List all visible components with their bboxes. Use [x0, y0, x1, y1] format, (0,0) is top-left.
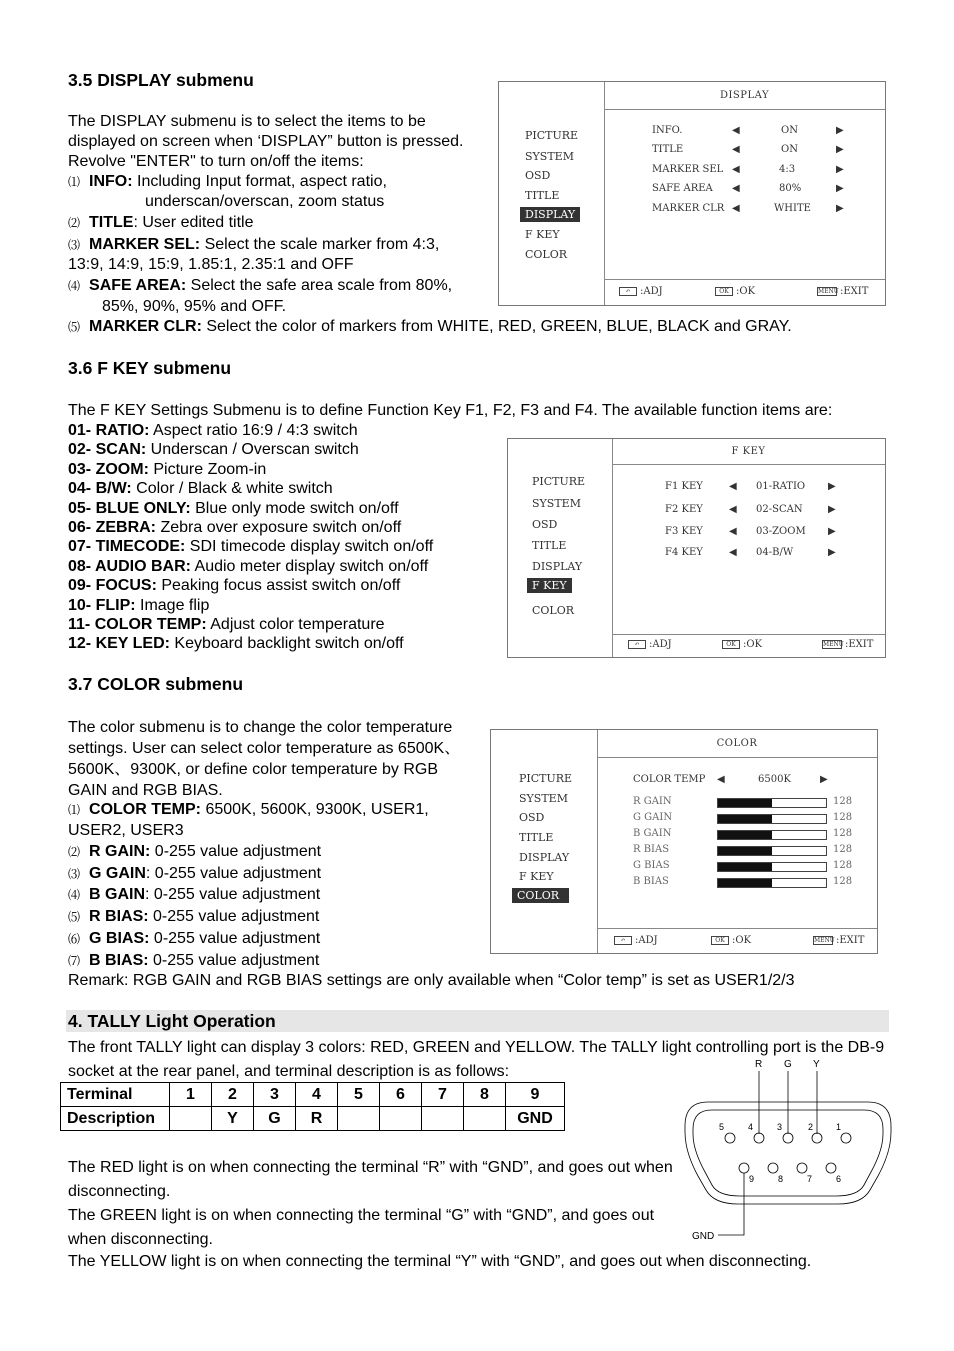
- osd-bar-label: R GAIN: [633, 796, 672, 807]
- table-cell: [170, 1107, 212, 1131]
- list-item: 02- SCAN: Underscan / Overscan switch: [68, 441, 359, 459]
- fkey-intro: The F KEY Settings Submenu is to define Function Key F1, F2, F3 and F4. The available function items are:: [68, 402, 833, 419]
- osd-title: DISPLAY: [719, 90, 770, 101]
- osd-row-label: SAFE AREA: [652, 183, 713, 194]
- table-cell: 4: [296, 1083, 338, 1107]
- osd-row-value: 01-RATIO: [756, 481, 806, 492]
- level-bar: [717, 830, 827, 840]
- osd-menu-display: DISPLAY: [519, 851, 570, 864]
- osd-footer-ok: OK :OK: [715, 286, 755, 297]
- osd-menu-fkey: F KEY: [519, 870, 554, 883]
- display-item-marker-sel-cont: 13:9, 14:9, 15:9, 1.85:1, 2.35:1 and OFF: [68, 256, 354, 273]
- display-item-info: ⑴ INFO: Including Input format, aspect ratio,: [68, 173, 387, 190]
- osd-footer-adj: ↶ :ADJ: [614, 935, 658, 946]
- connector-label-r: R: [755, 1059, 763, 1070]
- table-cell: 2: [212, 1083, 254, 1107]
- display-item-title: ⑵ TITLE: User edited title: [68, 214, 254, 231]
- list-item: 11- COLOR TEMP: Adjust color temperature: [68, 616, 385, 634]
- right-arrow-icon: ▶: [836, 125, 844, 136]
- osd-menu-display: DISPLAY: [532, 560, 583, 573]
- right-arrow-icon: ▶: [836, 203, 844, 214]
- display-osd-screenshot: [498, 81, 886, 306]
- osd-footer-exit: MENU:EXIT: [823, 639, 874, 650]
- color-heading: 3.7 COLOR submenu: [68, 674, 244, 694]
- table-cell: 9: [506, 1083, 565, 1107]
- table-cell: 5: [338, 1083, 380, 1107]
- osd-title: F KEY: [731, 446, 766, 457]
- table-row: [61, 1083, 565, 1107]
- osd-menu-title: TITLE: [519, 831, 554, 844]
- osd-footer-adj: ↶ :ADJ: [628, 639, 672, 650]
- osd-row-value: ON: [781, 125, 798, 136]
- right-arrow-icon: ▶: [828, 547, 836, 558]
- table-cell: G: [254, 1107, 296, 1131]
- fkey-heading: 3.6 F KEY submenu: [68, 358, 232, 378]
- fkey-osd-screenshot: [507, 438, 886, 658]
- osd-menu-fkey-selected: F KEY: [527, 578, 572, 593]
- display-item-safe-area: ⑷ SAFE AREA: Select the safe area scale from 80%,: [68, 277, 453, 294]
- menu-key-icon: MENU: [823, 641, 844, 648]
- table-header: Description: [61, 1107, 170, 1131]
- osd-menu-osd: OSD: [525, 169, 551, 182]
- osd-row-label: MARKER CLR: [652, 203, 725, 214]
- color-item-temp-cont: USER2, USER3: [68, 822, 184, 839]
- osd-footer-ok: OK :OK: [711, 935, 751, 946]
- display-item-marker-clr: ⑸ MARKER CLR: Select the color of markers from WHITE, RED, GREEN, BLUE, BLACK and GRAY.: [68, 318, 792, 335]
- osd-row-label: F4 KEY: [665, 547, 703, 558]
- tally-yellow-text: The YELLOW light is on when connecting the terminal “Y” with “GND”, and goes out when disconnecting.: [68, 1253, 812, 1270]
- osd-menu-display-selected: DISPLAY: [520, 207, 580, 222]
- osd-bar-label: B GAIN: [633, 828, 672, 839]
- color-intro: The color submenu is to change the color temperature settings. User can select color temperature as 6500K、5600K、9300K, or define color temperature by RGB GAIN and RGB BIAS.: [68, 719, 461, 799]
- rotary-knob-icon: ↶: [619, 287, 637, 296]
- color-item-b-bias: ⑺ B BIAS: 0-255 value adjustment: [68, 952, 320, 969]
- list-item: 09- FOCUS: Peaking focus assist switch on/off: [68, 577, 401, 595]
- tally-heading: 4. TALLY Light Operation: [68, 1011, 276, 1031]
- color-item-r-gain: ⑵ R GAIN: 0-255 value adjustment: [68, 843, 322, 860]
- right-arrow-icon: ▶: [836, 144, 844, 155]
- db9-connector-diagram: [678, 1052, 898, 1247]
- list-item: 12- KEY LED: Keyboard backlight switch on/off: [68, 635, 404, 653]
- table-header: Terminal: [61, 1083, 170, 1107]
- osd-temp-label: COLOR TEMP: [633, 774, 706, 785]
- osd-row-label: MARKER SEL: [652, 164, 724, 175]
- osd-menu-picture: PICTURE: [519, 772, 573, 785]
- pin-label-6: 6: [836, 1174, 842, 1184]
- terminal-table: [60, 1082, 565, 1131]
- osd-row-label: F3 KEY: [665, 526, 703, 537]
- display-item-info-cont: underscan/overscan, zoom status: [145, 193, 385, 210]
- osd-menu-osd: OSD: [532, 518, 558, 531]
- osd-row-label: INFO.: [652, 125, 683, 136]
- osd-menu-title: TITLE: [532, 539, 567, 552]
- osd-title: COLOR: [716, 738, 758, 749]
- osd-row-value: 04-B/W: [756, 547, 794, 558]
- osd-menu-color: COLOR: [532, 604, 575, 617]
- level-bar: [717, 798, 827, 808]
- display-item-marker-sel: ⑶ MARKER SEL: Select the scale marker from 4:3,: [68, 236, 440, 253]
- list-item: 05- BLUE ONLY: Blue only mode switch on/off: [68, 499, 399, 517]
- table-cell: [422, 1107, 464, 1131]
- table-cell: GND: [506, 1107, 565, 1131]
- list-item: 06- ZEBRA: Zebra over exposure switch on/off: [68, 519, 402, 537]
- table-row: [61, 1107, 565, 1131]
- table-cell: 8: [464, 1083, 506, 1107]
- list-item: 10- FLIP: Image flip: [68, 596, 210, 614]
- osd-temp-value: 6500K: [758, 774, 791, 785]
- osd-bar-value: 128: [833, 828, 853, 839]
- ok-key-icon: OK: [711, 936, 729, 945]
- color-item-g-gain: ⑶ G GAIN: 0-255 value adjustment: [68, 865, 322, 882]
- left-arrow-icon: ◀: [732, 183, 740, 194]
- pin-label-7: 7: [807, 1174, 813, 1184]
- pin-label-5: 5: [719, 1122, 725, 1132]
- osd-row-value: WHITE: [774, 203, 811, 214]
- color-item-temp: ⑴ COLOR TEMP: 6500K, 5600K, 9300K, USER1,: [68, 801, 429, 818]
- table-cell: 1: [170, 1083, 212, 1107]
- left-arrow-icon: ◀: [732, 125, 740, 136]
- level-bar-fill: [718, 863, 772, 871]
- level-bar: [717, 878, 827, 888]
- table-cell: [380, 1107, 422, 1131]
- osd-bar-label: R BIAS: [633, 844, 670, 855]
- right-arrow-icon: ▶: [820, 774, 828, 785]
- table-cell: Y: [212, 1107, 254, 1131]
- color-item-r-bias: ⑸ R BIAS: 0-255 value adjustment: [68, 908, 320, 925]
- table-cell: [464, 1107, 506, 1131]
- gnd-label: GND: [692, 1231, 715, 1242]
- osd-row-label: F2 KEY: [665, 504, 703, 515]
- pin-label-2: 2: [808, 1122, 814, 1132]
- table-cell: R: [296, 1107, 338, 1131]
- left-arrow-icon: ◀: [729, 526, 737, 537]
- osd-bar-label: G GAIN: [633, 812, 673, 823]
- pin-label-8: 8: [778, 1174, 784, 1184]
- left-arrow-icon: ◀: [729, 547, 737, 558]
- level-bar-fill: [718, 879, 772, 887]
- color-item-g-bias: ⑹ G BIAS: 0-255 value adjustment: [68, 930, 321, 947]
- osd-menu-system: SYSTEM: [532, 497, 581, 510]
- left-arrow-icon: ◀: [729, 504, 737, 515]
- level-bar: [717, 862, 827, 872]
- osd-row-value: 02-SCAN: [756, 504, 803, 515]
- level-bar: [717, 846, 827, 856]
- ok-key-icon: OK: [715, 287, 733, 296]
- pin-label-3: 3: [777, 1122, 783, 1132]
- level-bar-fill: [718, 847, 772, 855]
- right-arrow-icon: ▶: [828, 526, 836, 537]
- tally-green-text: The GREEN light is on when connecting the terminal “G” with “GND”, and goes out when disconnecting.: [68, 1207, 655, 1248]
- display-intro: The DISPLAY submenu is to select the items to be displayed on screen when ‘DISPLAY” button is pressed. Revolve "ENTER" to turn on/off the items:: [68, 113, 464, 170]
- pin-label-1: 1: [836, 1122, 842, 1132]
- pin-label-9: 9: [749, 1174, 755, 1184]
- list-item: 03- ZOOM: Picture Zoom-in: [68, 460, 267, 478]
- tally-intro: The front TALLY light can display 3 colors: RED, GREEN and YELLOW. The TALLY light controlling port is the DB-9 socket at the rear panel, and terminal description is as follows:: [68, 1039, 885, 1080]
- osd-row-label: TITLE: [652, 144, 684, 155]
- osd-menu-system: SYSTEM: [519, 792, 568, 805]
- osd-row-value: 4:3: [779, 164, 796, 175]
- table-cell: 6: [380, 1083, 422, 1107]
- color-remark: Remark: RGB GAIN and RGB BIAS settings are only available when “Color temp” is set as USER1/2/3: [68, 972, 795, 989]
- right-arrow-icon: ▶: [836, 183, 844, 194]
- right-arrow-icon: ▶: [828, 504, 836, 515]
- osd-row-value: ON: [781, 144, 798, 155]
- list-item: 01- RATIO: Aspect ratio 16:9 / 4:3 switch: [68, 422, 358, 439]
- osd-footer-adj: ↶ :ADJ: [619, 286, 663, 297]
- osd-bar-value: 128: [833, 812, 853, 823]
- color-osd-screenshot: [490, 729, 878, 954]
- osd-row-label: F1 KEY: [665, 481, 703, 492]
- level-bar: [717, 814, 827, 824]
- fkey-function-list: [68, 421, 433, 654]
- left-arrow-icon: ◀: [729, 481, 737, 492]
- list-item: 07- TIMECODE: SDI timecode display switch on/off: [68, 538, 434, 556]
- osd-bar-value: 128: [833, 860, 853, 871]
- osd-menu-picture: PICTURE: [532, 475, 586, 488]
- table-cell: 7: [422, 1083, 464, 1107]
- color-item-b-gain: ⑷ B GAIN: 0-255 value adjustment: [68, 886, 321, 903]
- osd-bar-value: 128: [833, 796, 853, 807]
- level-bar-fill: [718, 815, 772, 823]
- osd-footer-exit: MENU:EXIT: [814, 935, 865, 946]
- osd-bar-value: 128: [833, 844, 853, 855]
- left-arrow-icon: ◀: [717, 774, 725, 785]
- osd-menu-title: TITLE: [525, 189, 560, 202]
- left-arrow-icon: ◀: [732, 203, 740, 214]
- left-arrow-icon: ◀: [732, 164, 740, 175]
- pin-label-4: 4: [748, 1122, 754, 1132]
- menu-key-icon: MENU: [814, 937, 835, 944]
- osd-row-value: 03-ZOOM: [756, 526, 806, 537]
- tally-red-text: The RED light is on when connecting the terminal “R” with “GND”, and goes out when disconnecting.: [68, 1159, 673, 1200]
- osd-menu-picture: PICTURE: [525, 129, 579, 142]
- connector-label-y: Y: [813, 1059, 820, 1070]
- menu-key-icon: MENU: [818, 288, 839, 295]
- osd-menu-fkey: F KEY: [525, 228, 560, 241]
- right-arrow-icon: ▶: [836, 164, 844, 175]
- osd-bar-value: 128: [833, 876, 853, 887]
- ok-key-icon: OK: [722, 640, 740, 649]
- rotary-knob-icon: ↶: [628, 640, 646, 649]
- list-item: 04- B/W: Color / Black & white switch: [68, 480, 333, 498]
- osd-menu-color: COLOR: [525, 248, 568, 261]
- display-item-safe-area-cont: 85%, 90%, 95% and OFF.: [102, 298, 287, 315]
- right-arrow-icon: ▶: [828, 481, 836, 492]
- osd-bar-label: G BIAS: [633, 860, 670, 871]
- level-bar-fill: [718, 831, 772, 839]
- osd-menu-color-selected: COLOR: [512, 888, 569, 903]
- left-arrow-icon: ◀: [732, 144, 740, 155]
- osd-footer-exit: MENU:EXIT: [818, 286, 869, 297]
- osd-bar-label: B BIAS: [633, 876, 669, 887]
- connector-label-g: G: [784, 1059, 792, 1070]
- osd-row-value: 80%: [779, 183, 802, 194]
- display-heading: 3.5 DISPLAY submenu: [68, 70, 254, 90]
- rotary-knob-icon: ↶: [614, 936, 632, 945]
- list-item: 08- AUDIO BAR: Audio meter display switch on/off: [68, 557, 429, 575]
- osd-menu-system: SYSTEM: [525, 150, 574, 163]
- osd-menu-osd: OSD: [519, 811, 545, 824]
- osd-footer-ok: OK :OK: [722, 639, 762, 650]
- level-bar-fill: [718, 799, 772, 807]
- table-cell: [338, 1107, 380, 1131]
- table-cell: 3: [254, 1083, 296, 1107]
